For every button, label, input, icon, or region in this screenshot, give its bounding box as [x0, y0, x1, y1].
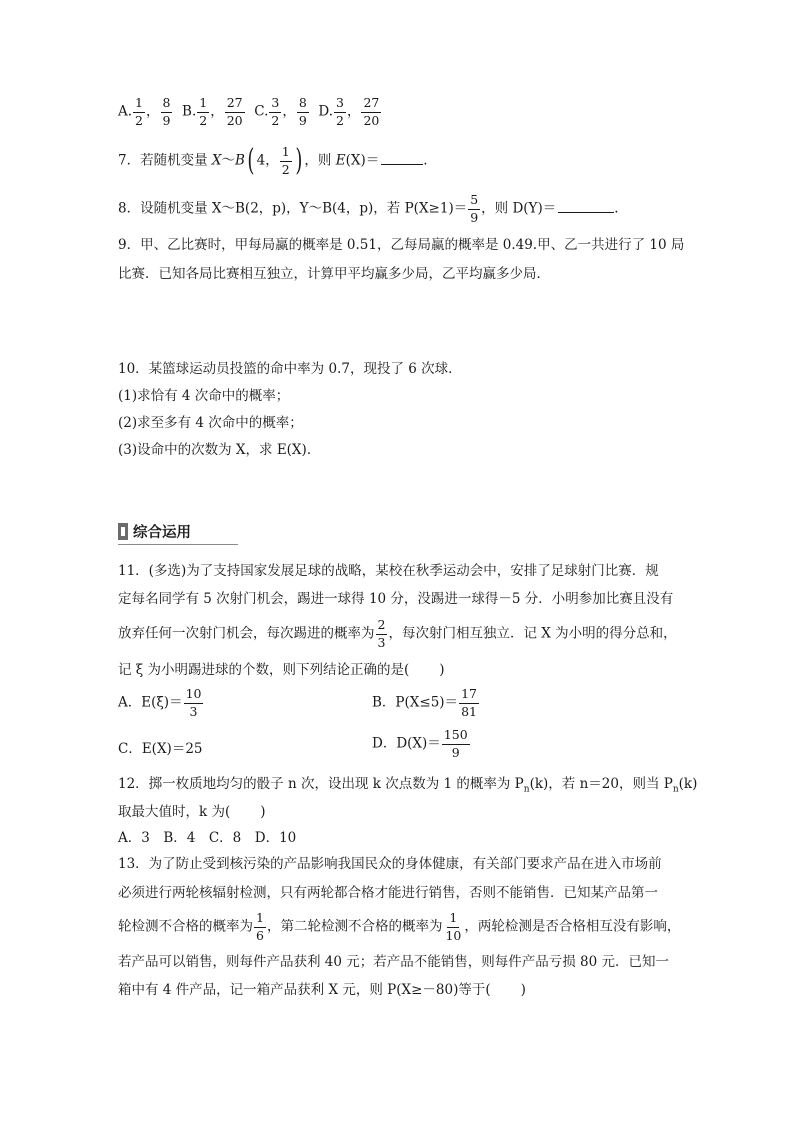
section-underline	[118, 544, 238, 545]
question-11-line-4: 记 ξ 为小明踢进球的个数，则下列结论正确的是( )	[118, 662, 445, 678]
question-8: 8．设随机变量 X～B(2，p)，Y～B(4，p)，若 P(X≥1)＝ $\frac{5}{9}$ ，则 D(Y)＝ .	[118, 192, 619, 225]
question-11-line-2: 定每名同学有 5 次射门机会，踢进一球得 10 分，没踢进一球得－5 分．小明参加比赛且没有	[118, 591, 674, 607]
question-9-line-1: 9．甲、乙比赛时，甲每局赢的概率是 0.51，乙每局赢的概率是 0.49.甲、乙一共进行了 10 局	[118, 237, 685, 253]
question-9-line-2: 比赛．已知各局比赛相互独立，计算甲平均赢多少局，乙平均赢多少局．	[118, 266, 550, 282]
question-10-stem: 10．某篮球运动员投篮的命中率为 0.7，现投了 6 次球．	[118, 361, 462, 377]
answer-blank[interactable]	[381, 163, 423, 165]
fraction: $\frac{8}{9}$	[162, 95, 171, 128]
fraction: $\frac{2}{3}$	[377, 617, 386, 650]
section-header	[118, 521, 191, 542]
question-10-part-3: (3)设命中的次数为 X，求 E(X)．	[118, 442, 321, 458]
question-12-options[interactable]: A．3 B．4 C．8 D．10	[118, 830, 297, 846]
question-11-line-3: 放弃任何一次射门机会，每次踢进的概率为 $\frac{2}{3}$ ，每次射门相互独立．记 X 为小明的得分总和，	[118, 617, 677, 650]
question-12-line-1: 12．掷一枚质地均匀的骰子 n 次，设出现 k 次点数为 1 的概率为 $P_n(k)$，若 n＝20，则当 $P_n(k)$	[118, 776, 698, 795]
fraction: $\frac{10}{3}$	[185, 686, 202, 719]
question-11-option-a[interactable]: A．E(ξ)＝ $\frac{10}{3}$	[118, 686, 202, 719]
question-13-line-3: 轮检测不合格的概率为 $\frac{1}{6}$ ，第二轮检测不合格的概率为 $\frac{1}{10}$ ，两轮检测是否合格相互没有影响，	[118, 910, 681, 943]
option-d-label: D.	[318, 103, 333, 120]
question-13-line-5: 箱中有 4 件产品，记一箱产品获利 X 元，则 P(X≥－80)等于( )	[118, 982, 526, 998]
question-11-option-c[interactable]: C．E(X)＝25	[118, 741, 203, 757]
fraction: $\frac{27}{20}$	[363, 95, 380, 128]
question-12-line-2: 取最大值时，k 为( )	[118, 804, 266, 820]
option-a-label: A.	[118, 103, 133, 120]
question-13-line-1: 13．为了防止受到核污染的产品影响我国民众的身体健康，有关部门要求产品在进入市场前	[118, 856, 662, 872]
fraction: $\frac{5}{9}$	[470, 192, 479, 225]
option-b-label: B.	[182, 103, 197, 120]
fraction: $\frac{17}{81}$	[461, 686, 477, 719]
question-13-line-2: 必须进行两轮核辐射检测，只有两轮都合格才能进行销售，否则不能销售．已知某产品第一	[118, 885, 658, 901]
fraction: $\frac{1}{2}$	[135, 95, 143, 128]
question-11-option-d[interactable]: D．D(X)＝ $\frac{150}{9}$	[372, 727, 468, 760]
fraction: $\frac{1}{6}$	[256, 910, 264, 943]
question-11-option-b[interactable]: B．P(X≤5)＝ $\frac{17}{81}$	[372, 686, 477, 719]
fraction: $\frac{3}{2}$	[336, 95, 344, 128]
option-c-label: C.	[254, 103, 269, 120]
fraction: $\frac{27}{20}$	[226, 95, 243, 128]
question-11-line-1: 11．(多选)为了支持国家发展足球的战略，某校在秋季运动会中，安排了足球射门比赛．规	[118, 563, 659, 579]
question-7: 7．若随机变量 X～B( 4， $\frac{1}{2}$ ) ，则 E(X)＝ .	[118, 143, 428, 178]
section-marker-icon	[118, 523, 128, 540]
fraction: $\frac{1}{2}$	[281, 144, 290, 177]
question-10-part-1: (1)求恰有 4 次命中的概率；	[118, 388, 290, 404]
answer-blank[interactable]	[558, 211, 614, 213]
question-13-line-4: 若产品可以销售，则每件产品获利 40 元；若产品不能销售，则每件产品亏损 80 元．已知一	[118, 954, 670, 970]
fraction: $\frac{1}{2}$	[199, 95, 208, 128]
fraction: $\frac{3}{2}$	[271, 95, 280, 128]
fraction: $\frac{1}{10}$	[445, 910, 462, 943]
q6-options: A. $\frac{1}{2}$ ， $\frac{8}{9}$ B. $\frac{1}{2}$ ， $\frac{27}{20}$ C. $\frac{3}{2}$ ， $\frac{8}{9}$ D. $\frac{3}{2}$ ， $\frac{27}{20}$	[118, 95, 380, 128]
section-title: 综合运用	[133, 525, 191, 541]
fraction: $\frac{8}{9}$	[298, 95, 307, 128]
question-10-part-2: (2)求至多有 4 次命中的概率；	[118, 415, 303, 431]
fraction: $\frac{150}{9}$	[443, 727, 468, 760]
